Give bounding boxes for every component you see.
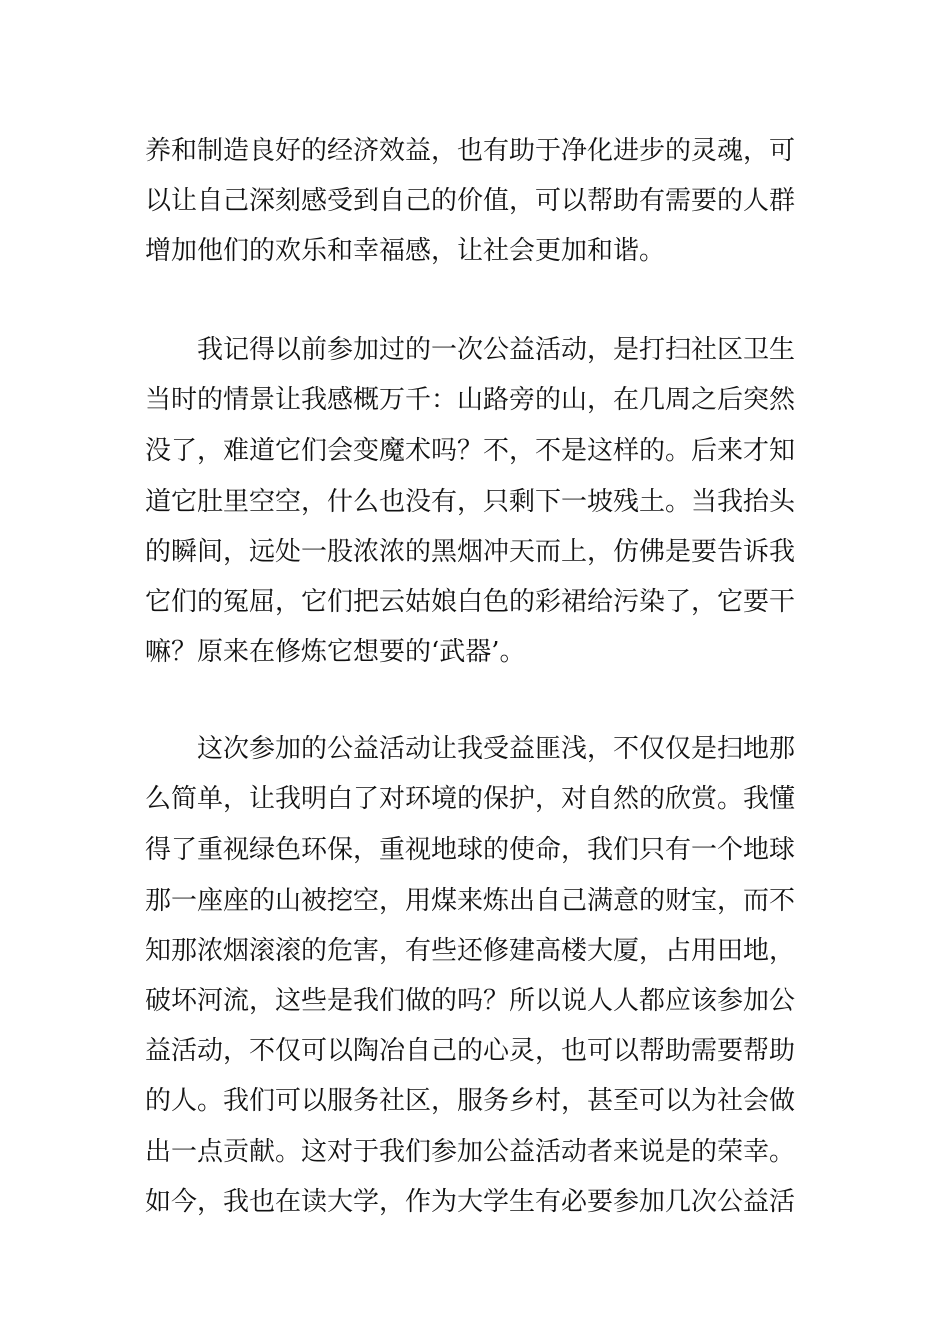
paragraph-line: 如今，我也在读大学，作为大学生有必要参加几次公益活 bbox=[145, 1187, 796, 1217]
paragraph-line: 增加他们的欢乐和幸福感，让社会更加和谐。 bbox=[145, 236, 666, 266]
paragraph-line: 没了，难道它们会变魔术吗？不，不是这样的。后来才知 bbox=[145, 436, 796, 466]
paragraph-line: 出一点贡献。这对于我们参加公益活动者来说是的荣幸。 bbox=[145, 1137, 796, 1167]
paragraph-line: 破坏河流，这些是我们做的吗？所以说人人都应该参加公 bbox=[145, 986, 796, 1016]
paragraph-line: 益活动，不仅可以陶冶自己的心灵，也可以帮助需要帮助 bbox=[145, 1036, 796, 1066]
paragraph-line: 我记得以前参加过的一次公益活动，是打扫社区卫生 bbox=[197, 335, 796, 365]
paragraph-line: 以让自己深刻感受到自己的价值，可以帮助有需要的人群 bbox=[145, 186, 796, 216]
paragraph-line: 的人。我们可以服务社区，服务乡村，甚至可以为社会做 bbox=[145, 1086, 796, 1116]
paragraph-line: 这次参加的公益活动让我受益匪浅，不仅仅是扫地那 bbox=[197, 734, 796, 764]
paragraph-line: 得了重视绿色环保，重视地球的使命，我们只有一个地球 bbox=[145, 835, 796, 865]
paragraph-line: 养和制造良好的经济效益，也有助于净化进步的灵魂，可 bbox=[145, 136, 796, 166]
paragraph-line: 道它肚里空空，什么也没有，只剩下一坡残土。当我抬头 bbox=[145, 487, 796, 517]
paragraph-line: 它们的冤屈，它们把云姑娘白色的彩裙给污染了，它要干 bbox=[145, 587, 796, 617]
paragraph-line: 那一座座的山被挖空，用煤来炼出自己满意的财宝，而不 bbox=[145, 886, 796, 916]
paragraph-line: 嘛？原来在修炼它想要的‘武器’。 bbox=[145, 637, 526, 667]
paragraph-line: 知那浓烟滚滚的危害，有些还修建高楼大厦，占用田地， bbox=[145, 936, 796, 966]
paragraph-line: 当时的情景让我感概万千：山路旁的山，在几周之后突然 bbox=[145, 385, 796, 415]
paragraph-line: 么简单，让我明白了对环境的保护，对自然的欣赏。我懂 bbox=[145, 784, 796, 814]
paragraph-line: 的瞬间，远处一股浓浓的黑烟冲天而上，仿佛是要告诉我 bbox=[145, 537, 796, 567]
